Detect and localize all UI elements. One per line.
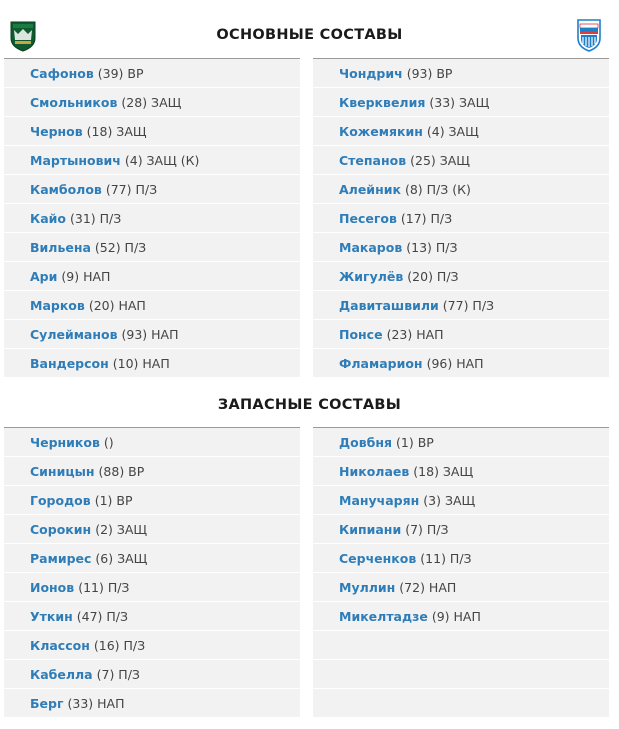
player-name-link[interactable]: Чондрич [339, 65, 403, 81]
player-info: (18) ЗАЩ [86, 123, 147, 139]
player-row [313, 349, 609, 378]
player-row [4, 457, 300, 486]
player-name-link[interactable]: Кайо [30, 210, 66, 226]
player-row [4, 573, 300, 602]
player-info: (1) ВР [396, 434, 434, 450]
player-name-link[interactable]: Фламарион [339, 355, 423, 371]
player-info: (16) П/З [93, 637, 146, 653]
player-name-link[interactable]: Довбня [339, 434, 393, 450]
player-row [313, 88, 609, 117]
player-row [313, 602, 609, 631]
player-row [4, 146, 300, 175]
player-info: (13) П/З [406, 239, 458, 255]
player-info: (77) П/З [442, 297, 495, 313]
player-row [313, 320, 609, 349]
player-row [4, 291, 300, 320]
player-name-link[interactable]: Понсе [339, 326, 383, 342]
player-name-link[interactable]: Камболов [30, 181, 102, 197]
player-name-link[interactable]: Городов [30, 492, 91, 508]
player-name-link[interactable]: Вильена [30, 239, 91, 255]
player-info: (39) ВР [97, 65, 144, 81]
player-name-link[interactable]: Черников [30, 434, 100, 450]
player-info: (18) ЗАЩ [413, 463, 474, 479]
player-info: (31) П/З [70, 210, 122, 226]
player-row [313, 515, 609, 544]
player-name-link[interactable]: Песегов [339, 210, 397, 226]
player-row [4, 233, 300, 262]
player-name-link[interactable]: Синицын [30, 463, 95, 479]
player-row [313, 117, 609, 146]
player-info: (2) ЗАЩ [95, 521, 148, 537]
player-row [313, 457, 609, 486]
player-row [313, 59, 609, 88]
player-info: (4) ЗАЩ [426, 123, 479, 139]
player-name-link[interactable]: Марков [30, 297, 85, 313]
player-info: (9) НАП [61, 268, 111, 284]
player-row [313, 428, 609, 457]
player-name-link[interactable]: Вандерсон [30, 355, 109, 371]
player-row [4, 428, 300, 457]
player-name-link[interactable]: Кожемякин [339, 123, 423, 139]
player-info: (3) ЗАЩ [423, 492, 476, 508]
player-info: (93) ВР [406, 65, 453, 81]
player-name-link[interactable]: Рамирес [30, 550, 92, 566]
player-name-link[interactable]: Микелтадзе [339, 608, 428, 624]
player-row [313, 233, 609, 262]
player-info: (10) НАП [112, 355, 170, 371]
player-info: (33) НАП [67, 695, 125, 711]
player-name-link[interactable]: Ари [30, 268, 58, 284]
player-name-link[interactable]: Сорокин [30, 521, 92, 537]
player-info: (47) П/З [76, 608, 129, 624]
main-lineups-title: ОСНОВНЫЕ СОСТАВЫ [216, 27, 403, 43]
player-name-link[interactable]: Серченков [339, 550, 417, 566]
player-info: (4) ЗАЩ (К) [124, 152, 200, 168]
player-name-link[interactable]: Сафонов [30, 65, 94, 81]
player-info: (11) П/З [420, 550, 472, 566]
player-row [4, 88, 300, 117]
player-name-link[interactable]: Жигулёв [339, 268, 404, 284]
player-name-link[interactable]: Кипиани [339, 521, 402, 537]
subs-away-list [313, 427, 609, 718]
player-info: (96) НАП [426, 355, 484, 371]
player-info: (11) П/З [78, 579, 130, 595]
player-info: (88) ВР [98, 463, 145, 479]
player-info: (77) П/З [105, 181, 158, 197]
main-away-list [313, 58, 609, 378]
player-name-link[interactable]: Сулейманов [30, 326, 118, 342]
player-info: (20) П/З [407, 268, 459, 284]
player-row [4, 486, 300, 515]
player-name-link[interactable]: Классон [30, 637, 90, 653]
player-info: (17) П/З [400, 210, 453, 226]
player-row [4, 117, 300, 146]
player-row [4, 515, 300, 544]
player-row [4, 631, 300, 660]
player-info: (7) П/З [405, 521, 449, 537]
player-row [313, 175, 609, 204]
player-row [4, 689, 300, 718]
player-info: (6) ЗАЩ [95, 550, 148, 566]
main-home-list [4, 58, 300, 378]
empty-row [313, 689, 609, 718]
player-info: (20) НАП [88, 297, 146, 313]
player-info: () [103, 434, 114, 450]
player-row [313, 204, 609, 233]
player-row [4, 349, 300, 378]
player-name-link[interactable]: Макаров [339, 239, 403, 255]
empty-row [313, 631, 609, 660]
player-name-link[interactable]: Николаев [339, 463, 410, 479]
player-name-link[interactable]: Давиташвили [339, 297, 439, 313]
player-name-link[interactable]: Уткин [30, 608, 73, 624]
player-row [4, 660, 300, 689]
player-row [313, 291, 609, 320]
player-info: (1) ВР [94, 492, 133, 508]
player-row [4, 602, 300, 631]
player-name-link[interactable]: Ионов [30, 579, 75, 595]
player-row [313, 262, 609, 291]
subs-home-list [4, 427, 300, 718]
player-name-link[interactable]: Степанов [339, 152, 407, 168]
player-info: (28) ЗАЩ [121, 94, 182, 110]
player-name-link[interactable]: Кверквелия [339, 94, 426, 110]
player-row [4, 320, 300, 349]
player-info: (25) ЗАЩ [410, 152, 470, 168]
player-row [4, 59, 300, 88]
substitutes-title: ЗАПАСНЫЕ СОСТАВЫ [217, 397, 402, 413]
player-row [313, 146, 609, 175]
rostov-logo-icon [576, 18, 602, 52]
player-row [4, 204, 300, 233]
player-info: (7) П/З [96, 666, 140, 682]
player-info: (8) П/З (К) [404, 181, 471, 197]
player-name-link[interactable]: Алейник [339, 181, 401, 197]
player-row [4, 544, 300, 573]
player-name-link[interactable]: Кабелла [30, 666, 93, 682]
player-row [4, 175, 300, 204]
player-info: (93) НАП [121, 326, 179, 342]
player-info: (52) П/З [94, 239, 147, 255]
player-name-link[interactable]: Чернов [30, 123, 83, 139]
player-name-link[interactable]: Берг [30, 695, 64, 711]
player-name-link[interactable]: Манучарян [339, 492, 420, 508]
player-info: (23) НАП [386, 326, 444, 342]
player-row [313, 486, 609, 515]
player-info: (72) НАП [399, 579, 457, 595]
player-name-link[interactable]: Мартынович [30, 152, 121, 168]
player-row [313, 573, 609, 602]
empty-row [313, 660, 609, 689]
player-name-link[interactable]: Муллин [339, 579, 396, 595]
player-info: (9) НАП [431, 608, 481, 624]
player-row [4, 262, 300, 291]
player-row [313, 544, 609, 573]
player-info: (33) ЗАЩ [429, 94, 490, 110]
player-name-link[interactable]: Смольников [30, 94, 118, 110]
